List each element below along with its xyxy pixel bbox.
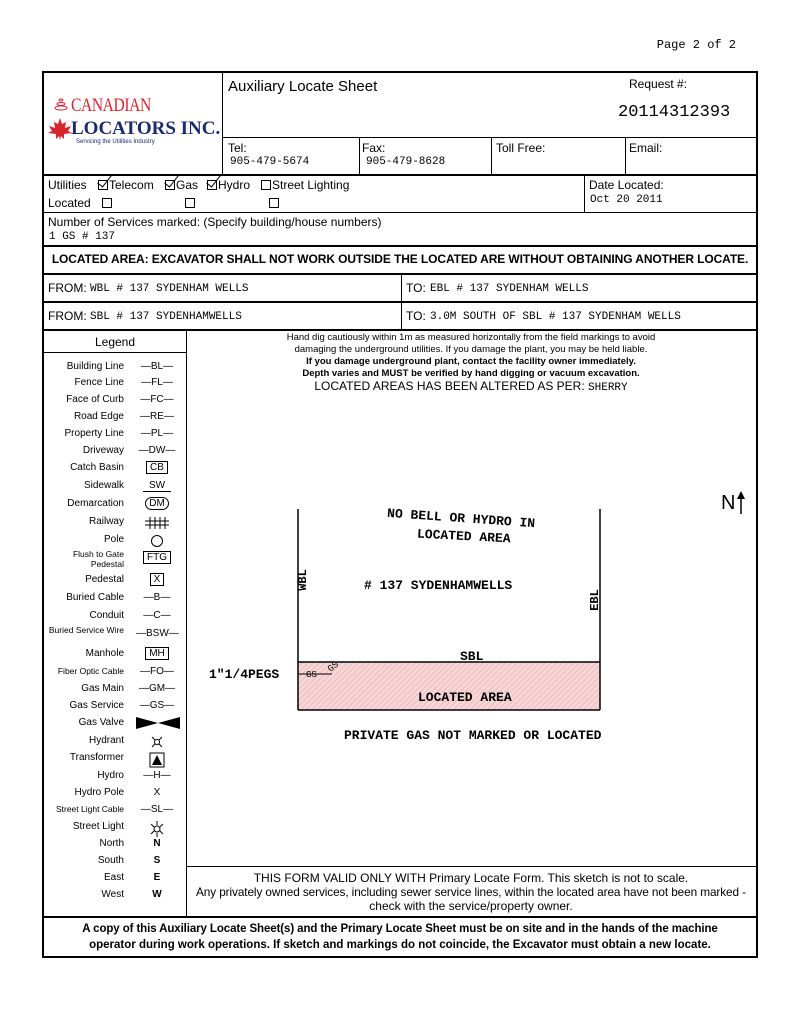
legend-item-label: Hydro Pole (74, 787, 124, 798)
legend-item-label: Fence Line (74, 377, 124, 388)
to2-label: TO: (406, 309, 426, 323)
sheet-title: Auxiliary Locate Sheet (228, 78, 378, 95)
legend-item-label: Transformer (69, 752, 124, 763)
legend-item-label: Buried Cable (66, 592, 124, 603)
street-lighting-checkbox[interactable] (261, 178, 349, 192)
legend-item-railway (44, 516, 186, 533)
sketch-pegs-label: 1"1/4PEGS (209, 667, 280, 682)
legend-symbol: N (153, 838, 161, 849)
tel-value: 905-479-5674 (230, 156, 310, 168)
legend-item-face-of-curb (44, 394, 186, 411)
instruction-line2: damaging the underground utilities. If you damage the plant, you may be held liable. (294, 344, 648, 355)
legend-item-road-edge (44, 411, 186, 428)
legend-item-label: Road Edge (73, 411, 124, 422)
page-number: Page 2 of 2 (656, 38, 736, 52)
fax-value: 905-479-8628 (366, 156, 446, 168)
gas-label: Gas (176, 178, 199, 192)
legend-symbol: SW (136, 480, 178, 491)
located-hydro-checkbox[interactable] (269, 196, 280, 210)
transformer-icon (136, 752, 178, 771)
legend-symbol: —BSW— (136, 628, 179, 639)
request-label: Request #: (629, 77, 688, 91)
services-value: 1 GS # 137 (49, 231, 116, 243)
logo-line2: LOCATORS INC. (71, 118, 221, 139)
date-located-label: Date Located: (589, 178, 664, 192)
utilities-label: Utilities (48, 178, 87, 192)
hydrant-icon (136, 735, 178, 752)
footer-copy-line1: A copy of this Auxiliary Locate Sheet(s) and the Primary Locate Sheet must be on site and in the hands of the machine (82, 923, 718, 935)
legend-item-gas-main (44, 683, 186, 700)
gas-valve-icon (136, 717, 178, 732)
legend-item-gas-valve (44, 717, 186, 734)
legend-item-hydro-pole (44, 787, 186, 804)
sketch-wbl-label: WBL (295, 569, 310, 591)
legend-item-label: Fiber Optic Cable (57, 666, 124, 676)
instruction-line3: If you damage underground plant, contact the facility owner immediately. (306, 356, 636, 367)
legend-item-label: Gas Service (69, 700, 124, 711)
legend-item-label: Railway (88, 516, 124, 527)
legend-item-label: Hydro (97, 770, 124, 781)
legend-item-gas-service (44, 700, 186, 717)
request-number: 20114312393 (618, 103, 731, 122)
legend-item-fiber-optic-cable (44, 666, 186, 683)
footer-valid-line2: Any privately owned services, including sewer service lines, within the located area have not been marked - (196, 885, 746, 899)
sketch-private-gas: PRIVATE GAS NOT MARKED OR LOCATED (344, 728, 602, 743)
fax-label: Fax: (362, 141, 386, 155)
altered-line (186, 379, 756, 394)
sketch-ebl-label: EBL (587, 589, 602, 611)
legend-item-transformer (44, 752, 186, 769)
legend-symbol: X (136, 574, 178, 585)
legend-symbol: —GS— (139, 700, 175, 711)
to2-value: 3.0M SOUTH OF SBL # 137 SYDENHAM WELLS (430, 311, 681, 323)
legend-item-catch-basin (44, 462, 186, 479)
sketch-gs-label: GS (306, 670, 317, 680)
legend-item-street-light-cable (44, 804, 186, 821)
legend-item-label: Gas Valve (78, 717, 124, 728)
logo-tagline: Servicing the Utilities Industry (76, 139, 155, 145)
legend-item-label: North (99, 838, 124, 849)
legend-symbol: S (153, 855, 161, 866)
pole-icon (136, 534, 178, 551)
legend-item-north (44, 838, 186, 855)
legend-symbol: —B— (143, 592, 171, 603)
logo-line1: CANADIAN (71, 95, 151, 116)
north-arrow-label: N (721, 492, 736, 514)
auxiliary-locate-sheet (42, 71, 758, 958)
legend-symbol: FTG (136, 552, 178, 563)
legend-symbol: —DW— (138, 445, 176, 456)
legend-item-fence-line (44, 377, 186, 394)
altered-label: LOCATED AREAS HAS BEEN ALTERED AS PER: (314, 379, 585, 393)
legend-item-demarcation (44, 498, 186, 515)
legend-item-label: Sidewalk (83, 480, 124, 491)
services-label: Number of Services marked: (Specify building/house numbers) (48, 215, 382, 229)
legend-item-driveway (44, 445, 186, 462)
from1-label: FROM: (48, 281, 87, 295)
legend-item-label: West (101, 889, 124, 900)
date-located-value: Oct 20 2011 (590, 194, 663, 206)
legend-symbol: —C— (143, 610, 171, 621)
sketch-note-line2: LOCATED AREA (416, 526, 511, 547)
gas-checkbox[interactable] (165, 178, 198, 192)
instruction-line4: Depth varies and MUST be verified by hand digging or vacuum excavation. (302, 368, 640, 379)
legend-item-label: Buried Service Wire (48, 625, 124, 635)
footer-valid-line3: check with the service/property owner. (369, 899, 573, 913)
legend-item-label: Catch Basin (70, 462, 124, 473)
hydro-label: Hydro (218, 178, 251, 192)
legend-item-flush-to-gate-pedestal (44, 549, 186, 569)
legend-item-label: Flush to Gate Pedestal (72, 549, 124, 569)
legend-item-pedestal (44, 574, 186, 591)
instruction-line1: Hand dig cautiously within 1m as measured horizontally from the field markings to avoid (286, 332, 656, 343)
telecom-label: Telecom (109, 178, 154, 192)
footer-valid-line1: THIS FORM VALID ONLY WITH Primary Locate Form. This sketch is not to scale. (253, 871, 689, 885)
sketch-sbl-label: SBL (460, 649, 484, 664)
legend-symbol: DM (136, 498, 178, 509)
located-telecom-checkbox[interactable] (102, 196, 113, 210)
sketch-address: # 137 SYDENHAMWELLS (364, 578, 513, 593)
legend-item-buried-service-wire (44, 625, 186, 645)
email-label: Email: (629, 141, 663, 155)
legend-symbol: CB (136, 462, 178, 473)
to1-label: TO: (406, 281, 426, 295)
from2-value: SBL # 137 SYDENHAMWELLS (90, 311, 242, 323)
tollfree-label: Toll Free: (496, 141, 546, 155)
legend-item-label: Gas Main (81, 683, 124, 694)
legend-symbol: —FC— (140, 394, 174, 405)
legend-item-property-line (44, 428, 186, 445)
north-arrow-icon (737, 491, 745, 514)
legend-item-label: Face of Curb (66, 394, 124, 405)
sketch-note-line1: NO BELL OR HYDRO IN (386, 505, 536, 532)
legend-item-west (44, 889, 186, 906)
street-lighting-label: Street Lighting (272, 178, 350, 192)
legend-item-label: Pedestal (85, 574, 124, 585)
legend-item-label: Street Light Cable (55, 804, 124, 814)
legend-item-label: Property Line (64, 428, 124, 439)
altered-by: SHERRY (588, 382, 628, 394)
legend-item-buried-cable (44, 592, 186, 609)
legend-item-label: Conduit (89, 610, 124, 621)
legend-symbol: W (152, 889, 162, 900)
footer-copy-line2: operator during work operations. If sketch and markings do not coincide, the Excavator must obtain a new locate. (89, 939, 711, 951)
legend-symbol: —FO— (140, 666, 174, 677)
legend-item-building-line (44, 361, 186, 378)
hydro-checkbox[interactable] (207, 178, 250, 192)
to1-value: EBL # 137 SYDENHAM WELLS (430, 283, 589, 295)
sketch-located-area: LOCATED AREA (418, 690, 512, 705)
legend-item-hydrant (44, 735, 186, 752)
sketch-gs-label-angled: GS (326, 659, 341, 675)
legend-item-east (44, 872, 186, 889)
company-logo (44, 73, 222, 174)
legend-item-manhole (44, 648, 186, 665)
legend-item-south (44, 855, 186, 872)
legend-symbol: —H— (143, 770, 171, 781)
tel-label: Tel: (228, 141, 247, 155)
warning-banner: LOCATED AREA: EXCAVATOR SHALL NOT WORK OUTSIDE THE LOCATED ARE WITHOUT OBTAINING ANOTHER LOCATE. (51, 252, 749, 266)
legend-title: Legend (94, 335, 136, 349)
legend-item-label: Hydrant (88, 735, 124, 746)
legend-item-street-light (44, 821, 186, 838)
from2-label: FROM: (48, 309, 87, 323)
located-gas-checkbox[interactable] (185, 196, 196, 210)
legend-symbol: —GM— (138, 683, 176, 694)
legend-symbol: MH (136, 648, 178, 659)
legend-symbol: —SL— (140, 804, 174, 815)
legend-item-label: Manhole (85, 648, 124, 659)
signal-waves-icon (53, 95, 69, 111)
legend-item-label: Pole (103, 534, 124, 545)
legend-symbol: —RE— (140, 411, 174, 422)
legend-item-label: Driveway (82, 445, 124, 456)
from1-value: WBL # 137 SYDENHAM WELLS (90, 283, 249, 295)
legend-item-hydro (44, 770, 186, 787)
legend-item-sidewalk (44, 480, 186, 497)
located-label: Located (48, 196, 91, 210)
legend-symbol: —BL— (140, 361, 174, 372)
telecom-checkbox[interactable] (98, 178, 154, 192)
legend-symbol: —PL— (140, 428, 174, 439)
maple-leaf-icon (47, 117, 73, 141)
legend-symbol: —FL— (141, 377, 173, 388)
legend-symbol: E (153, 872, 161, 883)
legend-item-label: Demarcation (67, 498, 124, 509)
legend-item-label: South (97, 855, 124, 866)
railway-icon (136, 516, 178, 533)
legend-item-label: Street Light (72, 821, 124, 832)
legend-item-label: Building Line (66, 361, 124, 372)
legend-symbol: X (153, 787, 161, 798)
legend-item-label: East (103, 872, 124, 883)
